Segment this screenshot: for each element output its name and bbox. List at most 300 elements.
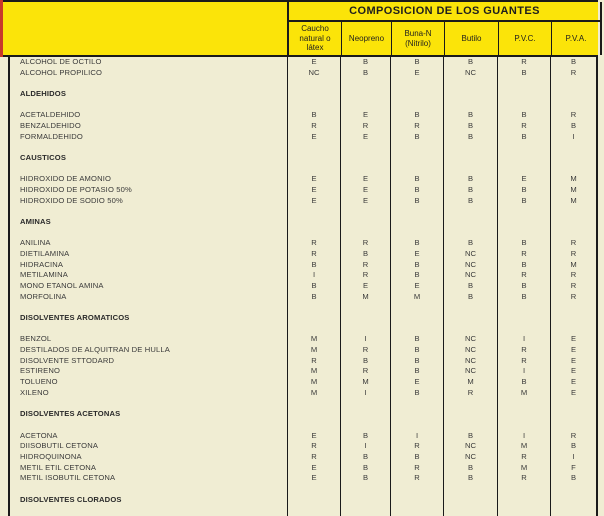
rating-cell: R [497,452,550,463]
section-header-row [0,153,604,164]
rating-cell: B [390,270,443,281]
rating-cell: NC [287,68,340,79]
chemical-name: ALCOHOL DE OCTILO [8,57,287,68]
rating-cell [340,217,390,228]
column-header-buna-n: Buna-N (Nitrilo) [392,22,445,55]
rating-cell [497,228,550,239]
rating-cell [287,100,340,111]
chemical-name [8,228,287,239]
rating-cell [340,78,390,89]
chemical-name: DIISOBUTIL CETONA [8,441,287,452]
rating-cell [340,164,390,175]
rating-cell: NC [443,249,497,260]
chemical-name [8,78,287,89]
chemical-name: MORFOLINA [8,292,287,303]
rating-cell: F [550,463,598,474]
rating-cell: R [550,292,598,303]
rating-cell [550,302,598,313]
column-headers [289,22,600,55]
rating-cell: B [443,463,497,474]
rating-cell: B [443,473,497,484]
rating-cell [390,142,443,153]
table-row [0,366,604,377]
rating-cell [287,302,340,313]
rating-cell: R [287,452,340,463]
rating-cell [443,409,497,420]
rating-cell [497,142,550,153]
blank-row [0,228,604,239]
rating-cell: R [390,441,443,452]
rating-cell [497,420,550,431]
rating-cell: E [287,463,340,474]
chemical-name: BENZALDEHIDO [8,121,287,132]
rating-cell: M [443,377,497,388]
rating-cell [443,313,497,324]
rating-cell: B [443,238,497,249]
column-header-pvc: P.V.C. [499,22,552,55]
rating-cell [390,302,443,313]
rating-cell [497,484,550,495]
rating-cell [390,153,443,164]
rating-cell: I [497,334,550,345]
rating-cell: E [550,356,598,367]
rating-cell [550,142,598,153]
rating-cell: B [340,431,390,442]
rating-cell [390,409,443,420]
rating-cell: I [497,366,550,377]
rating-cell: E [340,110,390,121]
page-edge-strip [0,0,3,57]
rating-cell: B [340,249,390,260]
rating-cell: E [390,68,443,79]
blank-row [0,399,604,410]
rating-cell: R [287,441,340,452]
rating-cell [443,142,497,153]
table-row [0,292,604,303]
rating-cell: M [287,345,340,356]
rating-cell [550,420,598,431]
rating-cell: R [340,260,390,271]
table-row [0,196,604,207]
chemical-name: HIDROXIDO DE SODIO 50% [8,196,287,207]
rating-cell: E [287,57,340,68]
rating-cell [443,100,497,111]
rating-cell [287,484,340,495]
rating-cell [443,302,497,313]
chemical-name [8,100,287,111]
rating-cell: B [497,238,550,249]
rating-cell [390,78,443,89]
rating-cell [550,164,598,175]
blank-row [0,164,604,175]
rating-cell [390,228,443,239]
rating-cell [497,399,550,410]
rating-cell [390,217,443,228]
rating-cell: E [340,185,390,196]
rating-cell: E [390,377,443,388]
table-title: COMPOSICION DE LOS GUANTES [289,2,600,22]
rating-cell [550,206,598,217]
rating-cell [340,399,390,410]
table-row [0,345,604,356]
rating-cell [340,324,390,335]
rating-cell [340,89,390,100]
rating-cell [497,505,550,516]
rating-cell: B [497,185,550,196]
rating-cell [443,164,497,175]
rating-cell [287,206,340,217]
rating-cell: R [340,270,390,281]
rating-cell: E [340,132,390,143]
rating-cell: M [287,334,340,345]
rating-cell: B [443,431,497,442]
rating-cell: E [287,473,340,484]
chemical-name [8,206,287,217]
chemical-name: METIL ISOBUTIL CETONA [8,473,287,484]
rating-cell: R [497,473,550,484]
rating-cell: I [340,388,390,399]
rating-cell: B [443,185,497,196]
chemical-name: DESTILADOS DE ALQUITRAN DE HULLA [8,345,287,356]
rating-cell: B [287,110,340,121]
rating-cell [550,313,598,324]
header-composition-group [287,2,602,55]
table-row [0,121,604,132]
rating-cell: B [390,238,443,249]
rating-cell [443,399,497,410]
rating-cell: B [497,68,550,79]
rating-cell [443,484,497,495]
rating-cell [497,217,550,228]
table-row [0,185,604,196]
rating-cell: NC [443,345,497,356]
table-row [0,174,604,185]
column-header-butilo: Butilo [445,22,499,55]
header-corner-cell [0,2,287,55]
rating-cell [497,313,550,324]
rating-cell: M [550,196,598,207]
blank-row [0,420,604,431]
rating-cell: B [390,174,443,185]
rating-cell [443,228,497,239]
rating-cell: R [340,238,390,249]
chemical-name: METIL ETIL CETONA [8,463,287,474]
rating-cell: I [287,270,340,281]
rating-cell: E [550,366,598,377]
rating-cell: B [390,185,443,196]
chemical-name: ACETONA [8,431,287,442]
rating-cell: B [390,388,443,399]
rating-cell: B [497,281,550,292]
rating-cell [443,420,497,431]
rating-cell: B [443,132,497,143]
section-title: DISOLVENTES ACETONAS [8,409,287,420]
rating-cell [287,324,340,335]
rating-cell: E [340,196,390,207]
chemical-name: ACETALDEHIDO [8,110,287,121]
rating-cell [550,153,598,164]
column-header-neopreno: Neopreno [342,22,392,55]
rating-cell: M [550,185,598,196]
chemical-name: HIDRACINA [8,260,287,271]
rating-cell: M [340,292,390,303]
rating-cell [550,484,598,495]
rating-cell [390,484,443,495]
chemical-name: HIDROXIDO DE POTASIO 50% [8,185,287,196]
rating-cell [390,324,443,335]
rating-cell: R [497,356,550,367]
rating-cell [287,495,340,506]
rating-cell [550,505,598,516]
rating-cell: R [443,388,497,399]
rating-cell: M [550,260,598,271]
rating-cell: I [340,334,390,345]
rating-cell: R [550,110,598,121]
chemical-name [8,164,287,175]
blank-row [0,505,604,516]
rating-cell: E [550,388,598,399]
rating-cell: NC [443,260,497,271]
chemical-name [8,399,287,410]
rating-cell: B [550,473,598,484]
rating-cell: E [390,249,443,260]
table-row [0,431,604,442]
rating-cell: M [287,366,340,377]
section-header-row [0,313,604,324]
section-title: CAUSTICOS [8,153,287,164]
rating-cell: B [443,110,497,121]
chemical-name [8,420,287,431]
rating-cell [287,142,340,153]
rating-cell: B [287,260,340,271]
rating-cell: E [550,334,598,345]
rating-cell: B [390,196,443,207]
rating-cell [497,78,550,89]
rating-cell: B [340,57,390,68]
blank-row [0,302,604,313]
blank-row [0,206,604,217]
rating-cell: B [340,68,390,79]
table-row [0,238,604,249]
rating-cell: B [443,174,497,185]
rating-cell: R [497,270,550,281]
rating-cell [287,420,340,431]
rating-cell: I [550,132,598,143]
rating-cell [340,302,390,313]
table-row [0,132,604,143]
table-row [0,260,604,271]
rating-cell: B [390,366,443,377]
rating-cell: I [340,441,390,452]
rating-cell [287,164,340,175]
rating-cell [390,399,443,410]
rating-cell: NC [443,334,497,345]
rating-cell [390,100,443,111]
rating-cell: B [443,292,497,303]
rating-cell: B [390,334,443,345]
rating-cell [550,228,598,239]
chemical-name [8,142,287,153]
chemical-name: METILAMINA [8,270,287,281]
rating-cell: E [287,132,340,143]
rating-cell [287,313,340,324]
rating-cell: B [443,281,497,292]
rating-cell: R [390,473,443,484]
rating-cell: M [287,377,340,388]
rating-cell: NC [443,452,497,463]
rating-cell [443,153,497,164]
rating-cell [287,399,340,410]
rating-cell: R [550,431,598,442]
blank-row [0,78,604,89]
column-header-pva: P.V.A. [565,33,587,43]
chemical-name [8,324,287,335]
rating-cell [443,217,497,228]
rating-cell: B [390,110,443,121]
chemical-name: ANILINA [8,238,287,249]
rating-cell: B [443,121,497,132]
rating-cell: M [497,463,550,474]
rating-cell: B [390,356,443,367]
section-title: DISOLVENTES AROMATICOS [8,313,287,324]
rating-cell [443,505,497,516]
table-row [0,57,604,68]
rating-cell: NC [443,441,497,452]
rating-cell: B [550,441,598,452]
rating-cell [340,228,390,239]
rating-cell [497,164,550,175]
rating-cell [497,324,550,335]
rating-cell: R [340,121,390,132]
rating-cell: R [287,121,340,132]
table-row [0,452,604,463]
rating-cell [340,206,390,217]
rating-cell [550,409,598,420]
rating-cell [340,484,390,495]
rating-cell: R [497,249,550,260]
rating-cell [390,495,443,506]
table-body [0,57,604,516]
rating-cell [443,324,497,335]
rating-cell [390,313,443,324]
rating-cell: R [497,57,550,68]
rating-cell: B [340,463,390,474]
rating-cell [287,228,340,239]
rating-cell [497,409,550,420]
rating-cell: M [390,292,443,303]
rating-cell [443,206,497,217]
rating-cell: NC [443,366,497,377]
rating-cell: E [550,377,598,388]
table-row [0,249,604,260]
rating-cell: R [287,249,340,260]
rating-cell [390,420,443,431]
table-row [0,334,604,345]
rating-cell [340,142,390,153]
rating-cell [497,302,550,313]
rating-cell [497,100,550,111]
table-row [0,441,604,452]
rating-cell: E [287,185,340,196]
rating-cell: M [287,388,340,399]
table-row [0,377,604,388]
rating-cell: B [340,452,390,463]
rating-cell: E [287,431,340,442]
rating-cell [340,420,390,431]
rating-cell: B [340,473,390,484]
table-header [0,0,598,57]
rating-cell: B [287,292,340,303]
rating-cell: E [340,174,390,185]
blank-row [0,484,604,495]
rating-cell: B [390,57,443,68]
chemical-name [8,302,287,313]
rating-cell: B [390,132,443,143]
rating-cell [497,495,550,506]
rating-cell: I [390,431,443,442]
rating-cell: B [287,281,340,292]
rating-cell: R [550,68,598,79]
rating-cell: R [497,345,550,356]
rating-cell: I [497,431,550,442]
rating-cell [287,153,340,164]
section-header-row [0,89,604,100]
table-row [0,473,604,484]
rating-cell [390,206,443,217]
rating-cell [340,505,390,516]
rating-cell: R [340,366,390,377]
rating-cell: B [390,260,443,271]
rating-cell: B [390,345,443,356]
rating-cell: R [550,249,598,260]
rating-cell [340,153,390,164]
rating-cell: E [497,174,550,185]
rating-cell: NC [443,356,497,367]
rating-cell: M [497,441,550,452]
rating-cell: R [550,281,598,292]
rating-cell: B [497,260,550,271]
table-row [0,270,604,281]
chemical-name: HIDROXIDO DE AMONIO [8,174,287,185]
rating-cell [340,495,390,506]
chemical-name [8,505,287,516]
chemical-name: FORMALDEHIDO [8,132,287,143]
rating-cell: B [550,121,598,132]
chemical-name: TOLUENO [8,377,287,388]
rating-cell: NC [443,270,497,281]
rating-cell: B [443,196,497,207]
rating-cell [287,505,340,516]
chemical-name: ALCOHOL PROPILICO [8,68,287,79]
blank-row [0,142,604,153]
rating-cell: B [340,356,390,367]
rating-cell [287,89,340,100]
section-title: ALDEHIDOS [8,89,287,100]
rating-cell [443,78,497,89]
blank-row [0,100,604,111]
chemical-name: XILENO [8,388,287,399]
table-row [0,281,604,292]
rating-cell: B [497,196,550,207]
rating-cell: R [550,270,598,281]
rating-cell: E [390,281,443,292]
rating-cell: M [497,388,550,399]
chemical-name [8,484,287,495]
rating-cell: I [550,452,598,463]
rating-cell: R [340,345,390,356]
rating-cell [340,100,390,111]
table-row [0,68,604,79]
